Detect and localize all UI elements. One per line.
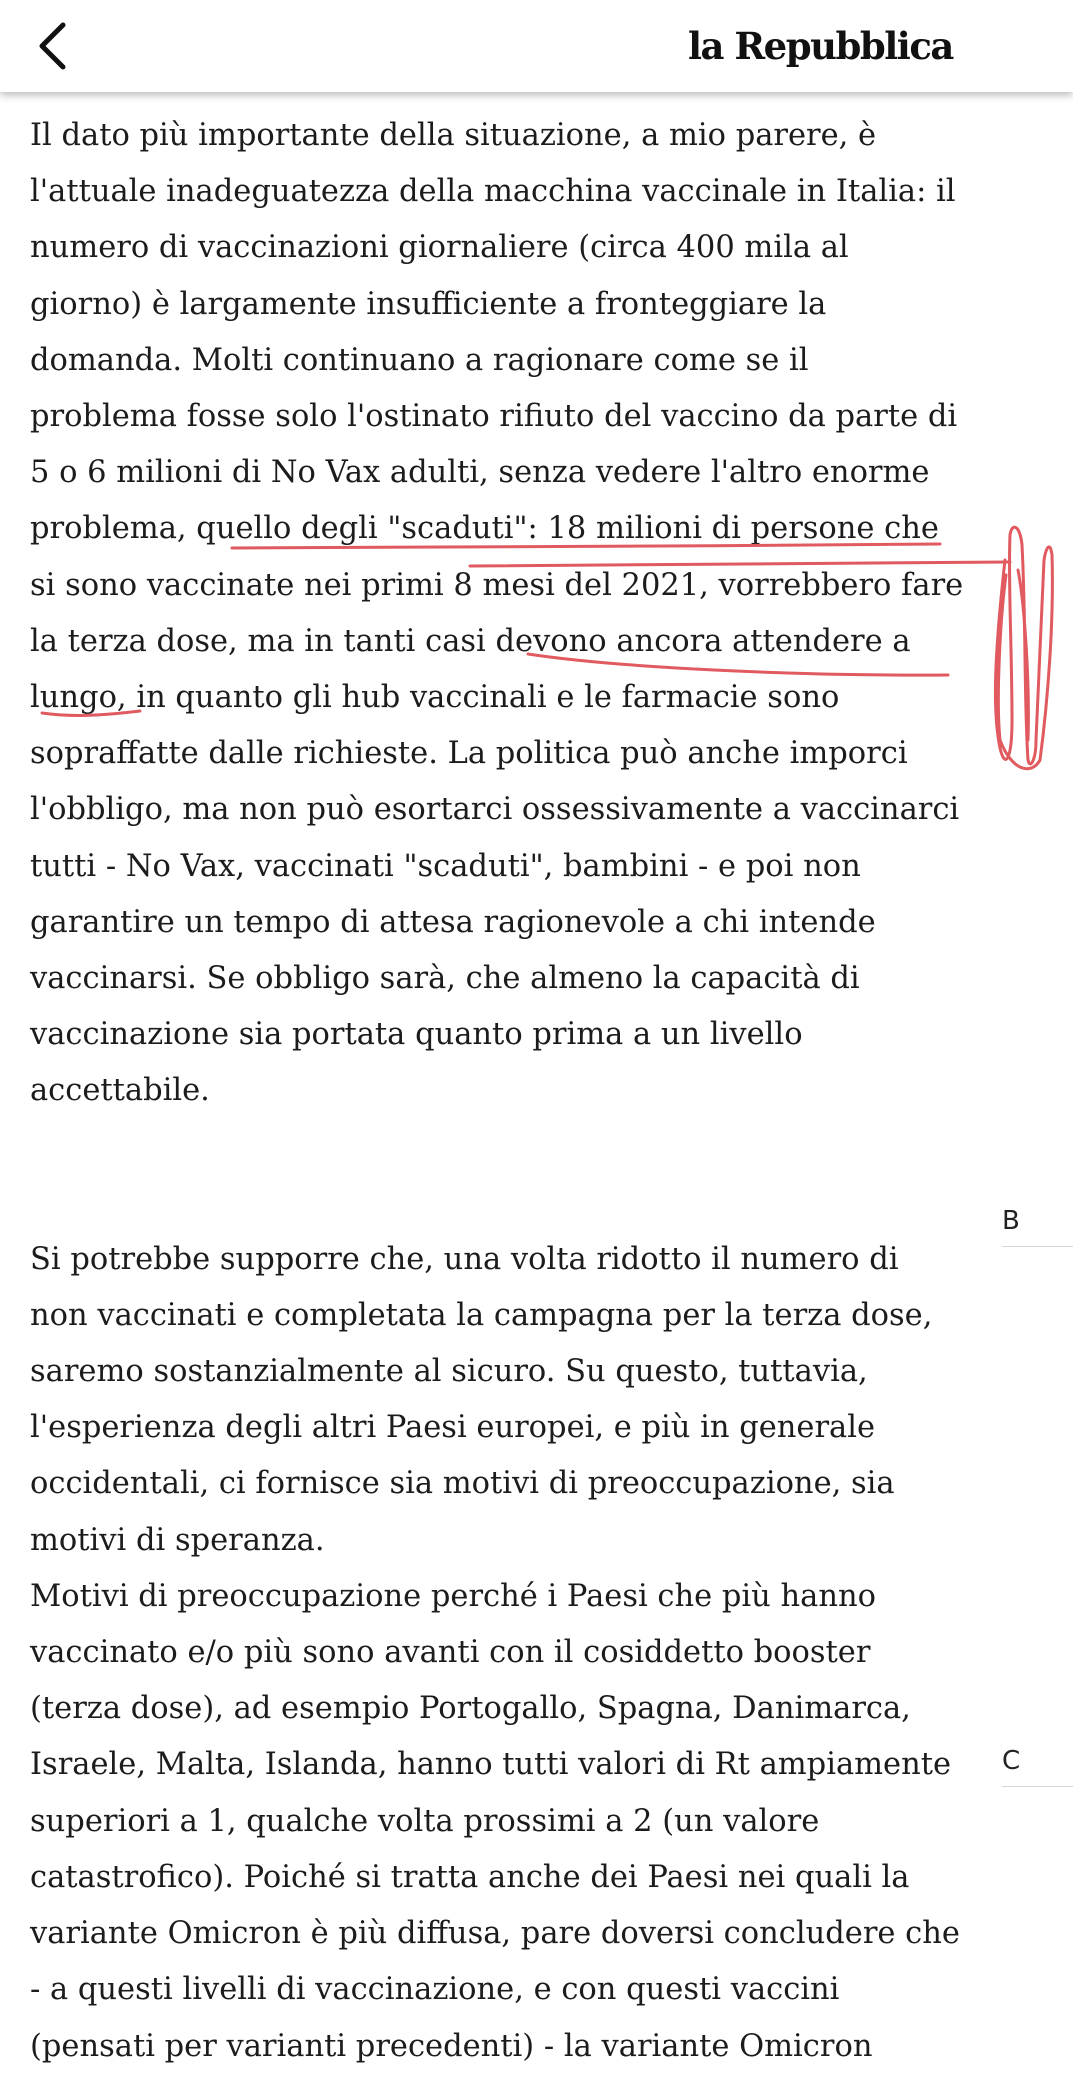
margin-marker-divider <box>1002 1246 1073 1247</box>
article-paragraph: Si potrebbe supporre che, una volta ridotto il numero di non vaccinati e completata la campagna per la terza dose, saremo sostanzialmente al sicuro. Su questo, tuttavia, l'esperienza degli altri Paesi europei, e più in generale occidentali, ci fornisce sia motivi di preoccupazione, sia motivi di speranza. Motivi di preoccupazione perché i Paesi che più hanno vaccinato e/o più sono avanti con il cosiddetto booster (terza dose), ad esempio Portogallo, Spagna, Danimarca, Israele, Malta, Islanda, hanno tutti valori di Rt ampiamente superiori a 1, qualche volta prossimi a 2 (un valore catastrofico). Poiché si tratta anche dei Paesi nei quali la variante Omicron è più diffusa, pare doversi concludere che - a questi livelli di vaccinazione, e con questi vaccini (pensati per varianti precedenti) - la variante Omicron <box>30 1241 960 2064</box>
article-paragraph: Il dato più importante della situazione, a mio parere, è l'attuale inadeguatezza della macchina vaccinale in Italia: il numero di vaccinazioni giornaliere (circa 400 mila al giorno) è largamente insufficiente a fronteggiare la domanda. Molti continuano a ragionare come se il problema fosse solo l'ostinato rifiuto del vaccino da parte di 5 o 6 milioni di No Vax adulti, senza vedere l'altro enorme problema, quello degli "scaduti": 18 milioni di persone che si sono vaccinate nei primi 8 mesi del 2021, vorrebbero fare la terza dose, ma in tanti casi devono ancora attendere a lungo, in quanto gli hub vaccinali e le farmacie sono sopraffatte dalle richieste. La politica può anche imporci l'obbligo, ma non può esortarci ossessivamente a vaccinarci tutti - No Vax, vaccinati "scaduti", bambini - e poi non garantire un tempo di attesa ragionevole a chi intende vaccinarsi. Se obbligo sarà, che almeno la capacità di vaccinazione sia portata quanto prima a un livello accettabile. <box>30 118 964 1109</box>
annotation-margin-scribble <box>1018 570 1028 740</box>
back-button[interactable] <box>26 18 78 74</box>
publication-logo: la Repubblica <box>688 24 953 68</box>
margin-marker-divider <box>1002 1786 1073 1787</box>
top-bar <box>0 0 1073 92</box>
margin-marker[interactable]: C <box>1002 1746 1021 1776</box>
article-body <box>30 108 980 2075</box>
annotation-margin-scribble <box>995 527 1052 769</box>
chevron-left-icon <box>37 22 67 70</box>
margin-marker[interactable]: B <box>1002 1206 1020 1236</box>
